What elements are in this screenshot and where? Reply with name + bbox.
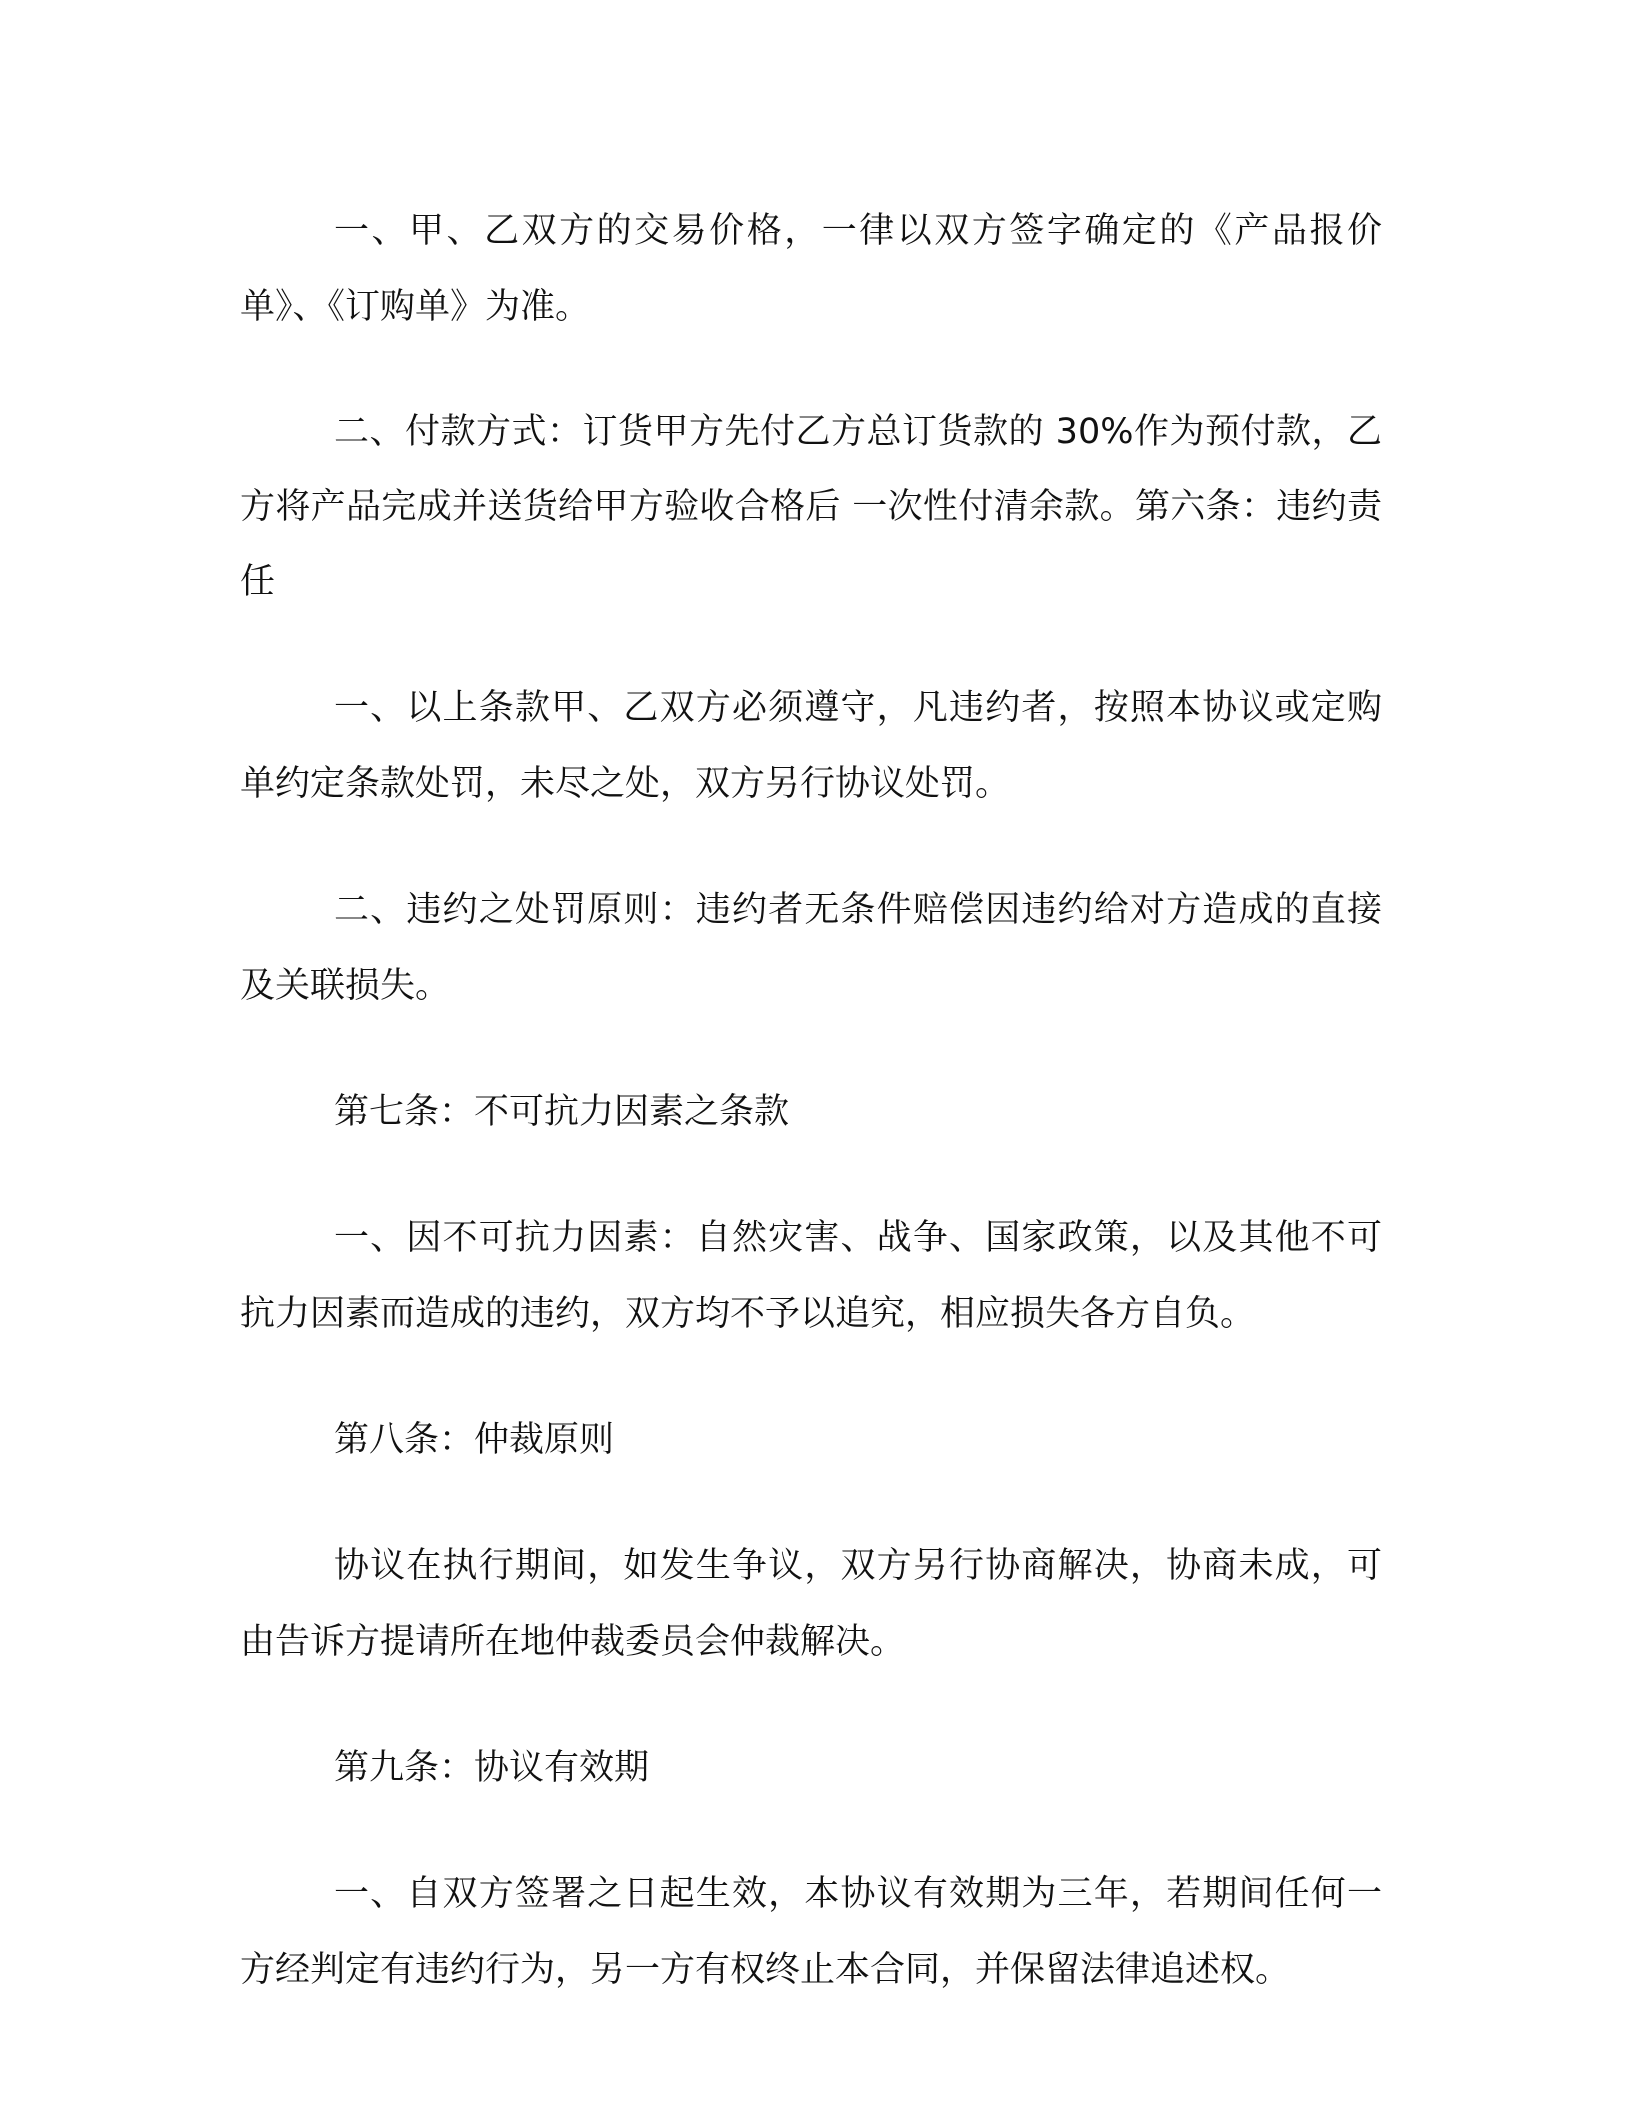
paragraph-payment-clause: 二、付款方式：订货甲方先付乙方总订货款的 30%作为预付款，乙方将产品完成并送货给甲方验收合格后 一次性付清余款。第六条：违约责任 [240,412,1382,602]
paragraph-breach-penalty-principle: 二、违约之处罚原则：违约者无条件赔偿因违约给对方造成的直接及关联损失。 [240,890,1382,1006]
paragraph-breach-compliance: 一、以上条款甲、乙双方必须遵守，凡违约者，按照本协议或定购单约定条款处罚，未尽之处，双方另行协议处罚。 [240,688,1382,804]
paragraph-price-clause: 一、甲、乙双方的交易价格，一律以双方签字确定的《产品报价单》、《订购单》为准。 [240,211,1382,327]
paragraph-validity-period: 一、自双方签署之日起生效，本协议有效期为三年，若期间任何一方经判定有违约行为，另一方有权终止本合同，并保留法律追述权。 [240,1874,1382,1990]
paragraph-arbitration: 协议在执行期间，如发生争议，双方另行协商解决，协商未成，可由告诉方提请所在地仲裁委员会仲裁解决。 [240,1546,1382,1662]
document-body [240,193,1382,2058]
paragraph-force-majeure: 一、因不可抗力因素：自然灾害、战争、国家政策，以及其他不可抗力因素而造成的违约，双方均不予以追究，相应损失各方自负。 [240,1218,1382,1334]
article-7-heading: 第七条：不可抗力因素之条款 [334,1092,790,1132]
article-9-heading: 第九条：协议有效期 [334,1748,650,1788]
article-8-heading: 第八条：仲裁原则 [334,1420,615,1460]
